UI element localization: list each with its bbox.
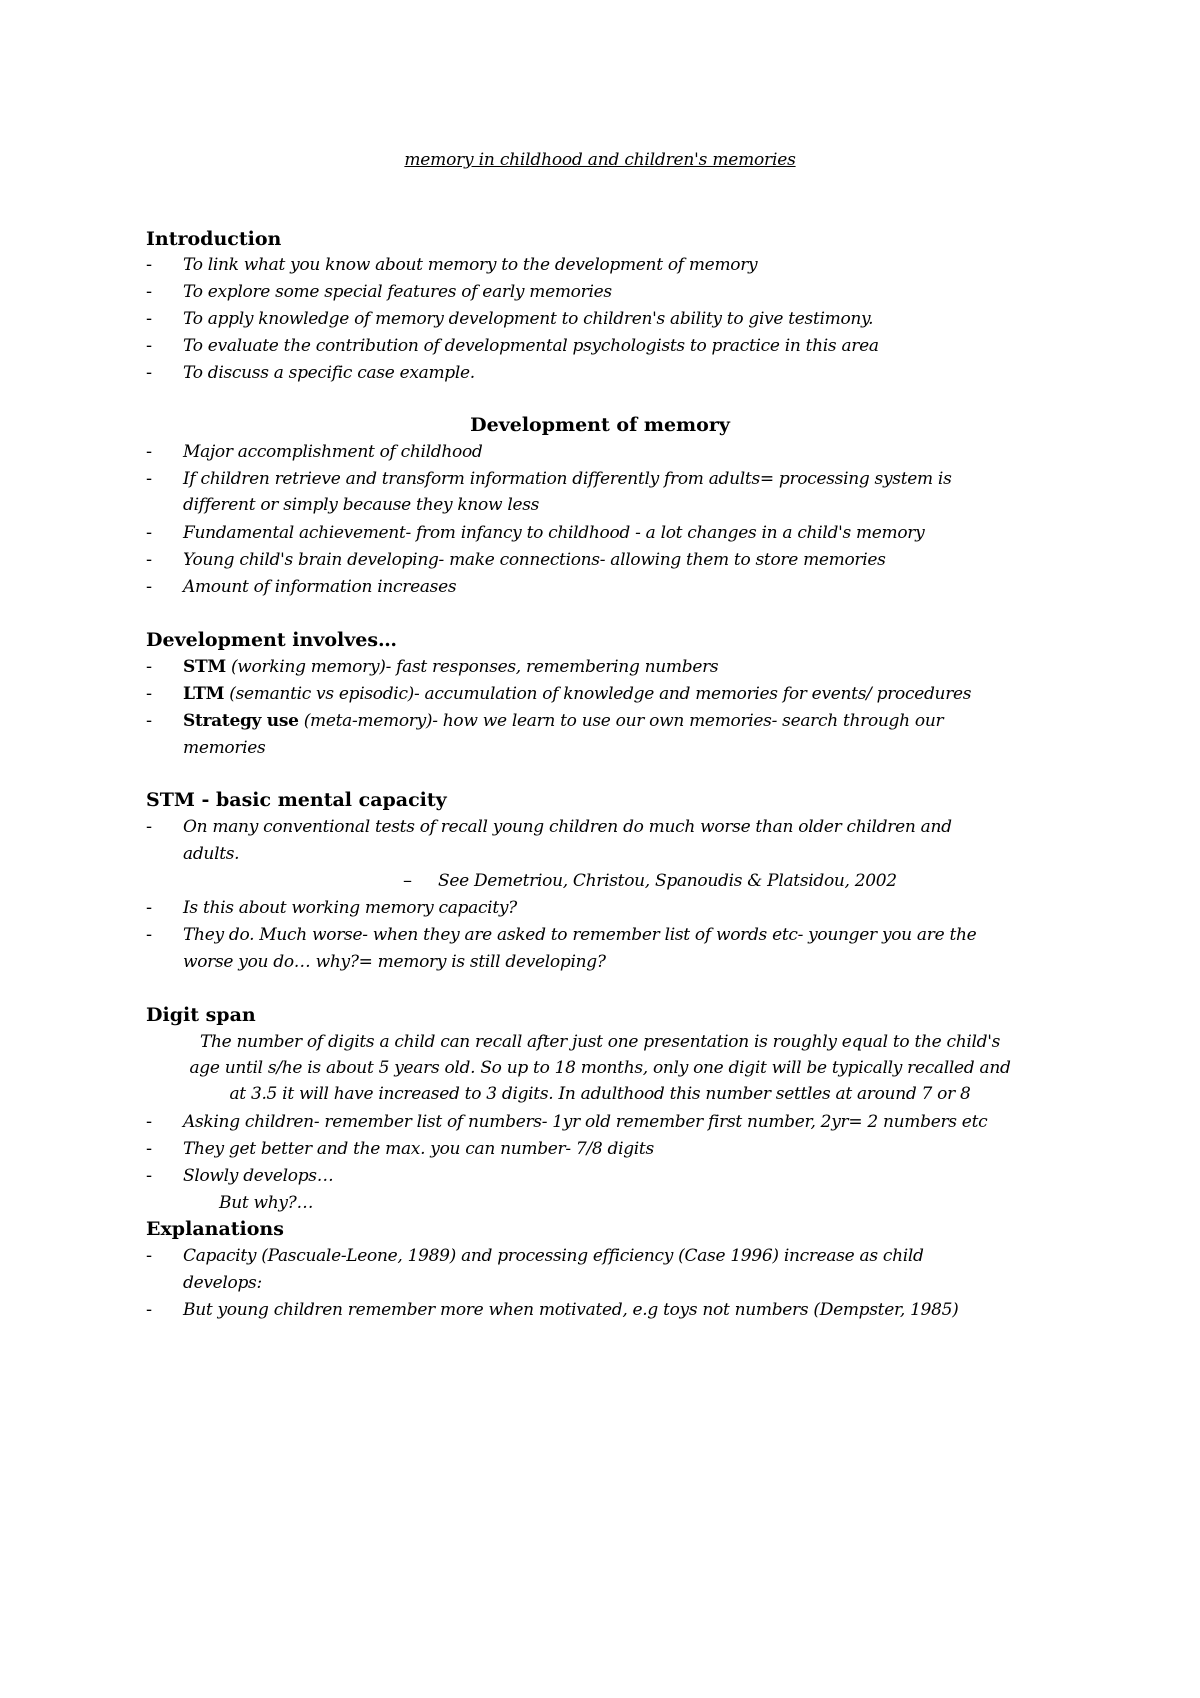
- bullet-dash: -: [146, 468, 153, 489]
- paragraph-line: age until s/he is about 5 years old. So up to 18 months, only one digit will be typically recalled and: [189, 1058, 1011, 1078]
- bullet-dash: -: [146, 924, 153, 945]
- heading-stm-capacity: STM - basic mental capacity: [146, 789, 447, 811]
- bullet-dash: -: [146, 281, 153, 302]
- term-strategy-use: Strategy use: [183, 711, 299, 731]
- bullet-dash: -: [146, 897, 153, 918]
- term-ltm: LTM: [183, 684, 225, 704]
- heading-introduction: Introduction: [146, 228, 282, 250]
- bullet-dash: -: [146, 1165, 153, 1186]
- list-item-continuation: worse you do… why?= memory is still developing?: [183, 952, 606, 972]
- indented-text: But why?…: [219, 1193, 314, 1213]
- bullet-dash: -: [146, 1299, 153, 1320]
- list-item-continuation: memories: [183, 738, 266, 758]
- bullet-dash: -: [146, 441, 153, 462]
- bullet-dash: -: [146, 1138, 153, 1159]
- paragraph-line: at 3.5 it will have increased to 3 digits. In adulthood this number settles at around 7 or 8: [229, 1084, 971, 1104]
- heading-digit-span: Digit span: [146, 1004, 256, 1026]
- bullet-dash: -: [146, 816, 153, 837]
- bullet-dash: -: [146, 1111, 153, 1132]
- bullet-dash: -: [146, 683, 153, 704]
- bullet-dash: -: [146, 308, 153, 329]
- list-item-continuation: different or simply because they know less: [183, 495, 540, 515]
- bullet-dash: -: [146, 1245, 153, 1266]
- bullet-dash: -: [146, 362, 153, 383]
- heading-explanations: Explanations: [146, 1218, 284, 1240]
- paragraph-line: The number of digits a child can recall after just one presentation is roughly equal to the child's: [199, 1032, 1001, 1052]
- heading-development-involves: Development involves…: [146, 629, 398, 651]
- bullet-dash: -: [146, 335, 153, 356]
- bullet-dash: -: [146, 522, 153, 543]
- bullet-dash: -: [146, 254, 153, 275]
- list-item-continuation: adults.: [183, 844, 240, 864]
- bullet-dash: -: [146, 549, 153, 570]
- document-page: memory in childhood and children's memories Introduction - To link what you know about memory to the development of memory - To explore some special features of early memories - To apply knowledge of memory development to children's ability to give testimony. - To evaluate the contribution of developmental psychologists to practice in this area - To discuss a specific case example. Development of memory - Major accomplishment of childhood - If children retrieve and transform information differently from adults= processing system is different or simply because they know less - Fundamental achievement- from infancy to childhood - a lot changes in a child's memory - Young child's brain developing- make connections- allowing them to store memories - Amount of information increases Development involves… - STM (working memory)- fast responses, remembering numbers - LTM (semantic vs episodic)- accumulation of knowledge and memories for events/ procedures - Strategy use (meta-memory)- how we learn to use our own memories- search through our memories STM - basic mental capacity - On many conventional tests of recall young children do much worse than older children and adults. – See Demetriou, Christou, Spanoudis & Platsidou, 2002 - Is this about working memory capacity? - They do. Much worse- when they are asked to remember list of words etc- younger you are the worse you do… why?= memory is still developing? Digit span The number of digits a child can recall after just one presentation is roughly equal to the child's age until s/he is about 5 years old. So up to 18 months, only one digit will be typically recalled and at 3.5 it will have increased to 3 digits. In adulthood this number settles at around 7 or 8 - Asking children- remember list of numbers- 1yr old remember first number, 2yr= 2 numbers etc - They get better and the max. you can number- 7/8 digits - Slowly develops… But why?… Explanations - Capacity (Pascuale-Leone, 1989) and processing efficiency (Case 1996) increase as child develops: - But young children remember more when motivated, e.g toys not numbers (Dempster, 1985): [0, 0, 1200, 1698]
- bullet-dash: -: [146, 710, 153, 731]
- bullet-dash: -: [146, 576, 153, 597]
- sub-bullet-dash: –: [403, 870, 412, 891]
- document-title: memory in childhood and children's memories: [404, 150, 796, 170]
- list-item-continuation: develops:: [183, 1273, 262, 1293]
- term-stm: STM: [183, 657, 226, 677]
- bullet-dash: -: [146, 656, 153, 677]
- heading-development-of-memory: Development of memory: [470, 414, 730, 436]
